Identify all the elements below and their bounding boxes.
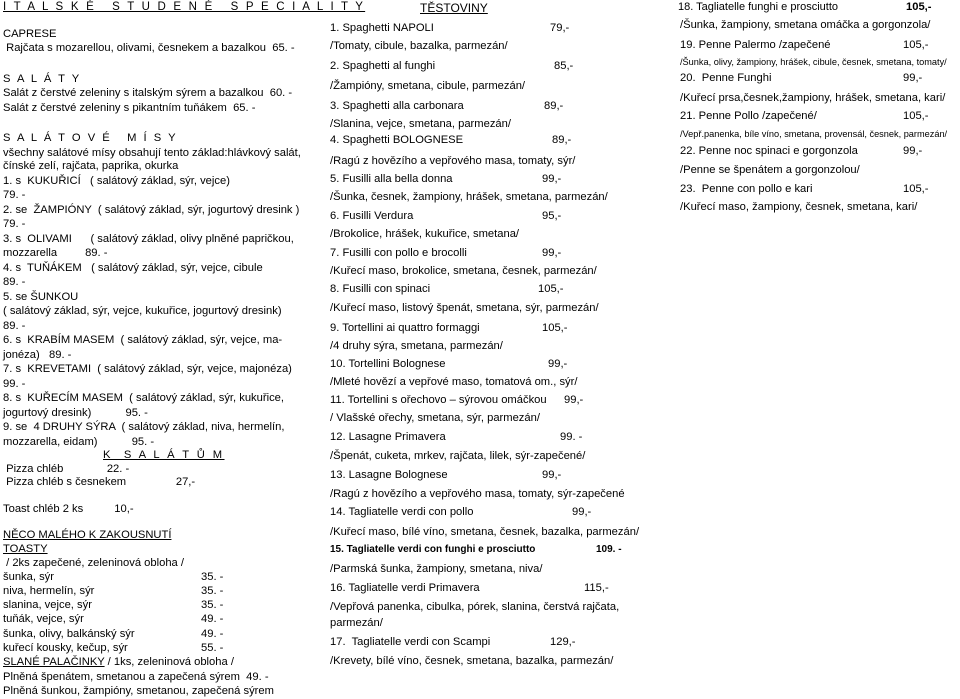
pasta-item-price: 85,- [554,60,574,72]
salatova-misa-line: 5. se ŠUNKOU [3,290,79,303]
pasta-item-price: 99,- [903,145,923,157]
pasta-item-ingredients: /Šunka, olivy, žampiony, hrášek, cibule, česnek, smetana, tomaty/ [680,57,947,67]
toasty-intro: / 2ks zapečené, zeleninová obloha / [3,557,184,569]
pasta-item-ingredients: /Vepř.panenka, bíle víno, smetana, provensál, česnek, parmezán/ [680,129,948,139]
pasta-item-name: 23. Penne con pollo e kari [680,183,813,195]
salatove-misy-list [3,175,315,450]
toast-item-name: slanina, vejce, sýr [3,599,92,612]
pasta-item-name: 9. Tortellini ai quattro formaggi [330,322,480,334]
toast-item [3,571,315,585]
k-salatum-heading: K S A L Á T Ů M [103,449,225,461]
pasta-item-ingredients: /4 druhy sýra, smetana, parmezán/ [330,340,503,352]
salatova-misa-line: 79. - [3,218,26,230]
toast-item-name: šunka, sýr [3,570,54,583]
pasta-item-name: 5. Fusilli alla bella donna [330,173,453,185]
salatova-misa-line: 7. s KREVETAMI ( salátový základ, sýr, vejce, majonéza) [3,363,292,375]
pasta-item-ingredients: /Mleté hovězí a vepřové maso, tomatová om., sýr/ [330,376,578,388]
salatova-misa-line: 3. s OLIVAMI ( salátový základ, olivy plněné papričkou, [3,232,294,245]
salat-item-2: Salát z čerstvé zeleniny s pikantním tuňákem 65. - [3,101,256,114]
salatova-misa-line: 4. s TUŇÁKEM ( salátový základ, sýr, vejce, cibule [3,261,263,274]
pasta-item-name: 8. Fusilli con spinaci [330,283,431,295]
pasta-item-price: 89,- [552,134,572,146]
pasta-item-ingredients: /Šunka, česnek, žampiony, hrášek, smetana, parmezán/ [330,191,608,203]
salaty-heading: S A L Á T Y [3,72,82,85]
pasta-item-ingredients: /Šunka, žampiony, smetana omáčka a gorgonzola/ [680,19,931,31]
pasta-item-price: 99,- [542,173,562,185]
palacinky-heading: SLANÉ PALAČINKY [3,656,105,669]
section-title-cold-specialities: I T A L S K É S T U D E N É S P E C I A L I T Y [3,1,366,13]
pasta-item-price: 89,- [544,100,564,112]
pasta-item-name: 20. Penne Funghi [680,72,772,84]
pasta-item-name: 11. Tortellini s ořechovo – sýrovou omáčkou [330,394,547,406]
toast-item-price: 49. - [201,627,224,640]
toast-item [3,585,315,599]
caprese-heading: CAPRESE [3,27,57,40]
salatova-misa-line: 6. s KRABÍM MASEM ( salátový základ, sýr, vejce, ma- [3,334,283,346]
palacinky-line [3,656,315,670]
toast-item-price: 55. - [201,641,224,654]
toast-item-name: tuňák, vejce, sýr [3,613,84,626]
pasta-item-ingredients: /Krevety, bílé víno, česnek, smetana, bazalka, parmezán/ [330,655,614,667]
salatova-misa-line: ( salátový základ, sýr, vejce, kukuřice, jogurtový dresink) [3,305,282,317]
pasta-item-name: 15. Tagliatelle verdi con funghi e prosciutto [330,544,536,555]
salatova-misa-line: jonéza) 89. - [3,348,72,361]
salatova-misa-line: 9. se 4 DRUHY SÝRA ( salátový základ, niva, hermelín, [3,421,285,433]
toast-item [3,613,315,627]
neco-maleho-heading: NĚCO MALÉHO K ZAKOUSNUTÍ [3,529,172,541]
pasta-item-ingredients: /Vepřová panenka, cibulka, pórek, slanina, čerstvá rajčata, [330,601,620,613]
k-salatum-list [3,463,315,490]
salatova-misa-line: mozzarella 89. - [3,247,108,259]
pasta-item-name: 22. Penne noc spinaci e gorgonzola [680,145,858,157]
pasta-item-price: 99,- [572,506,592,518]
pasta-item-ingredients: /Ragú z hovězího a vepřového masa, tomaty, sýr/ [330,155,576,167]
toast-item-price: 35. - [201,570,224,583]
pasta-item-ingredients: /Kuřecí maso, brokolice, smetana, česnek, parmezán/ [330,265,597,277]
pasta-item-name: 7. Fusilli con pollo e brocolli [330,247,467,259]
pasta-item-name: 19. Penne Palermo /zapečené [680,39,831,51]
pasta-item-ingredients: /Kuřecí maso, listový špenát, smetana, sýr, parmezán/ [330,302,599,314]
pasta-item-ingredients: /Slanina, vejce, smetana, parmezán/ [330,118,511,130]
pasta-item-name: 17. Tagliatelle verdi con Scampi [330,636,491,648]
toast-item [3,642,315,656]
salatova-misa-line: jogurtový dresink) 95. - [3,406,148,419]
toast-item-name: šunka, olivy, balkánský sýr [3,627,135,640]
toast-bread-item: Toast chléb 2 ks 10,- [3,502,134,515]
pasta-item-ingredients: /Tomaty, cibule, bazalka, parmezán/ [330,40,508,52]
pasta-item-name: 21. Penne Pollo /zapečené/ [680,110,817,122]
salatova-misa-line: mozzarella, eidam) 95. - [3,435,155,448]
pasta-item-price: 99,- [548,358,568,370]
toasty-heading: TOASTY [3,542,48,555]
k-salatum-item: Pizza chléb 22. - [3,462,130,475]
pasta-item-name: 6. Fusilli Verdura [330,210,414,222]
salatove-misy-heading: S A L Á T O V É M Í S Y [3,132,178,144]
pasta-item-name: 1. Spaghetti NAPOLI [330,22,434,34]
pasta-item-name: 4. Spaghetti BOLOGNESE [330,134,464,146]
palacinka-item: Plněná špenátem, smetanou a zapečená sýrem 49. - [3,670,269,683]
toast-item-name: niva, hermelín, sýr [3,584,95,597]
salatova-misa-line: 89. - [3,319,26,332]
toast-item-price: 35. - [201,584,224,597]
pasta-item-ingredients: /Žampióny, smetana, cibule, parmezán/ [330,80,526,92]
pasta-item-price: 99,- [564,394,584,406]
pasta-item-ingredients: /Kuřecí prsa,česnek,žampiony, hrášek, smetana, kari/ [680,92,946,104]
salatova-misa-line: 1. s KUKUŘICÍ ( salátový základ, sýr, vejce) [3,174,230,187]
pasta-item-ingredients: /Kuřecí maso, žampiony, česnek, smetana, kari/ [680,201,918,213]
pasta-item-name: 3. Spaghetti alla carbonara [330,100,464,112]
pasta-item-ingredients: /Špenát, cuketa, mrkev, rajčata, lilek, sýr-zapečené/ [330,450,586,462]
toast-item-price: 49. - [201,613,224,626]
pasta-item-name: 2. Spaghetti al funghi [330,60,436,72]
pasta-item-name: 18. Tagliatelle funghi e prosciutto [678,1,839,13]
pasta-item-price: 105,- [903,39,929,51]
pasta-item-price: 105,- [542,322,568,334]
pasta-item-name: 14. Tagliatelle verdi con pollo [330,506,474,518]
pasta-item-price: 105,- [538,283,564,295]
pasta-item-ingredients: /Parmská šunka, žampiony, smetana, niva/ [330,563,543,575]
pasta-item-price: 99,- [542,247,562,259]
salat-item-1: Salát z čerstvé zeleniny s italským sýrem a bazalkou 60. - [3,87,293,99]
pasta-item-price: 105,- [903,183,929,195]
pasta-item-name: 16. Tagliatelle verdi Primavera [330,582,480,594]
pasta-item-ingredients: parmezán/ [330,617,383,629]
pasta-item-name: 13. Lasagne Bolognese [330,469,448,481]
pasta-item-name: 12. Lasagne Primavera [330,431,446,443]
pasta-item-price: 105,- [906,1,932,13]
pasta-item-price: 95,- [542,210,562,222]
testoviny-heading: TĚSTOVINY [420,1,488,15]
pasta-item-price: 99. - [560,431,583,443]
k-salatum-item: Pizza chléb s česnekem 27,- [3,476,196,488]
salatova-misa-line: 2. se ŽAMPIÓNY ( salátový základ, sýr, jogurtový dresink ) [3,203,300,216]
pasta-item-price: 115,- [584,582,609,594]
pasta-item-price: 79,- [550,22,570,34]
pasta-item-price: 105,- [903,110,929,122]
toast-item [3,599,315,613]
toast-item [3,628,315,642]
caprese-item: Rajčata s mozarellou, olivami, česnekem a bazalkou 65. - [3,42,295,54]
pasta-item-ingredients: /Brokolice, hrášek, kukuřice, smetana/ [330,228,520,240]
pasta-item-ingredients: /Kuřecí maso, bílé víno, smetana, česnek, bazalka, parmezán/ [330,526,640,538]
pasta-item-price: 109. - [596,544,622,555]
palacinky-note: / 1ks, zeleninová obloha / [104,656,234,669]
salatova-misa-line: 89. - [3,276,26,288]
pasta-item-price: 99,- [542,469,562,481]
pasta-item-price: 129,- [550,636,576,648]
toast-item-price: 35. - [201,599,224,612]
salatova-misa-line: 79. - [3,189,26,201]
toasty-list [3,571,315,657]
palacinka-item: Plněná šunkou, žampióny, smetanou, zapečená sýrem [3,685,274,698]
pasta-item-name: 10. Tortellini Bolognese [330,358,446,370]
toast-item-name: kuřecí kousky, kečup, sýr [3,641,128,654]
pasta-item-ingredients: /Penne se špenátem a gorgonzolou/ [680,164,860,176]
salatova-misa-line: 8. s KUŘECÍM MASEM ( salátový základ, sýr, kukuřice, [3,392,285,404]
pasta-item-ingredients: / Vlašské ořechy, smetana, sýr, parmezán/ [330,412,540,424]
salatove-misy-intro: všechny salátové mísy obsahují tento základ:hlávkový salát, čínské zelí, rajčata, paprika, okurka [3,146,301,172]
pasta-item-ingredients: /Ragú z hovězího a vepřového masa, tomaty, sýr-zapečené [330,488,625,500]
pasta-item-price: 99,- [903,72,923,84]
salatova-misa-line: 99. - [3,377,26,390]
